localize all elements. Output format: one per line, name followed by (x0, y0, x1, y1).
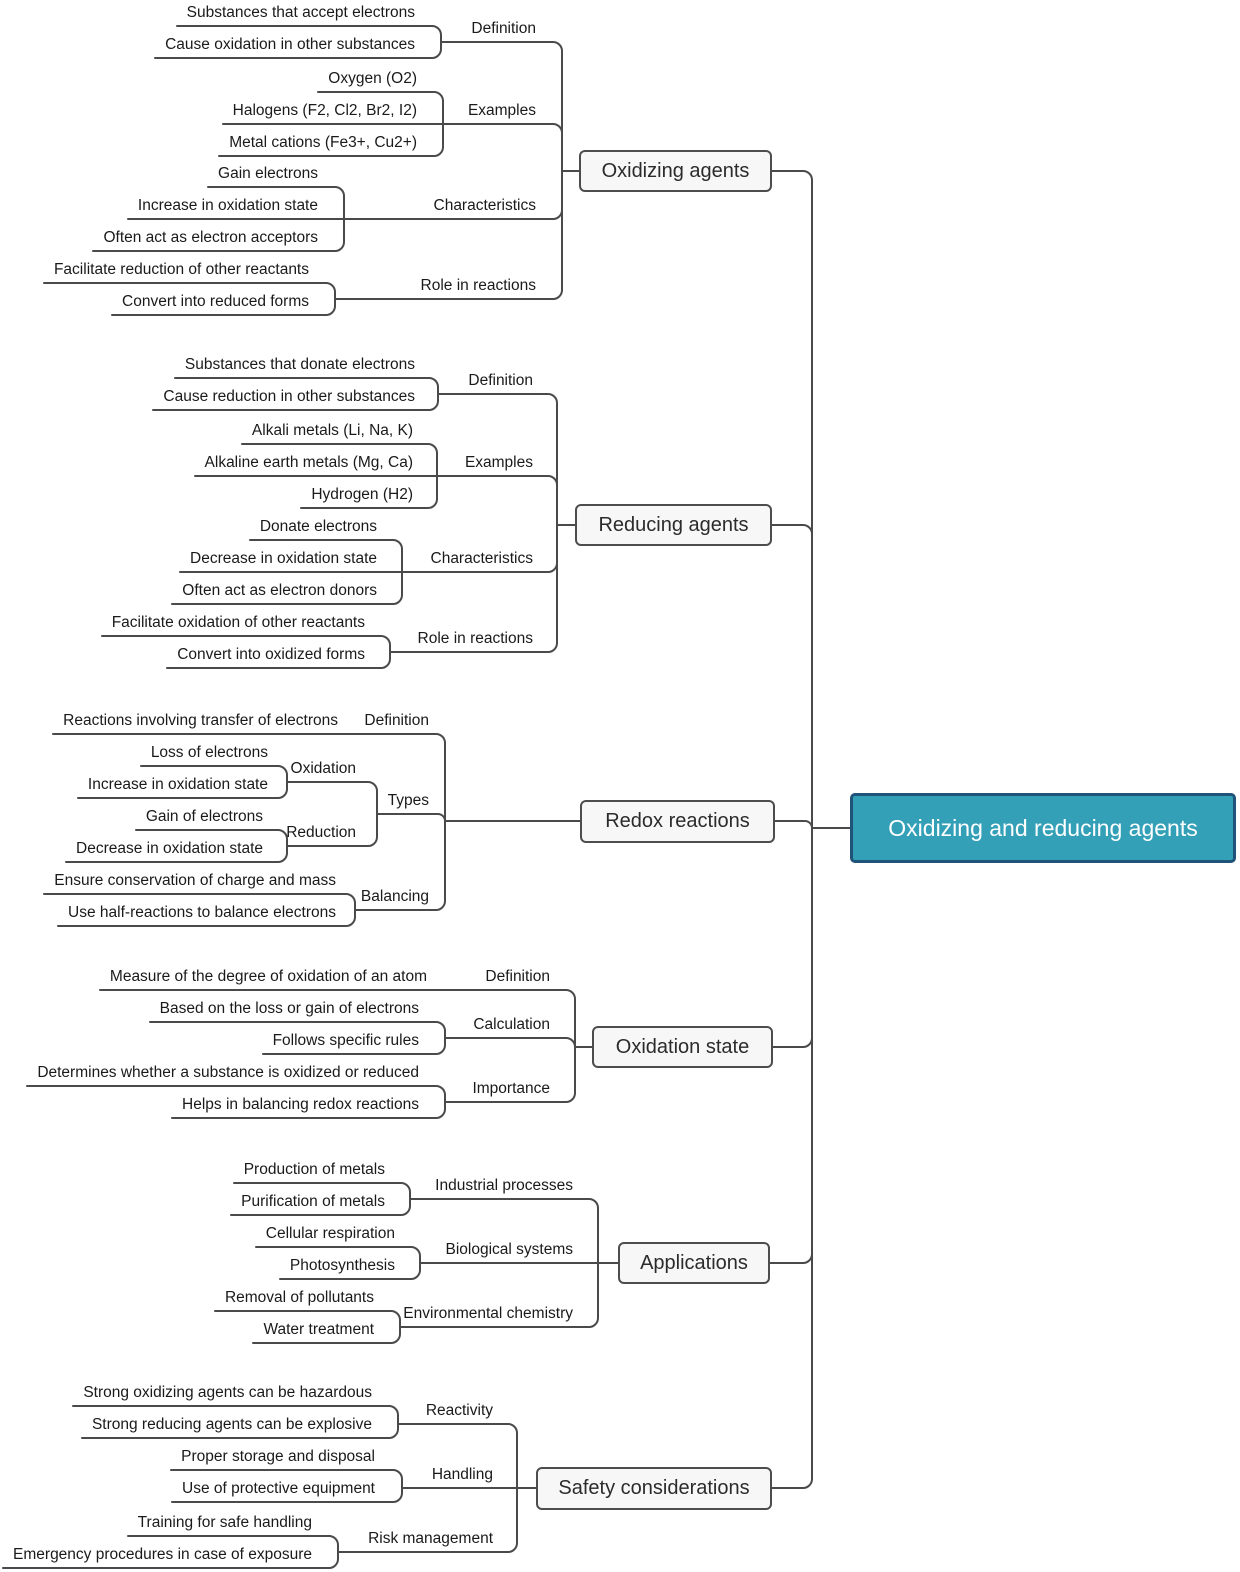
leaf-node: Often act as electron donors (182, 582, 377, 599)
leaf-node: Reactions involving transfer of electrons (63, 712, 338, 729)
leaf-node: Decrease in oxidation state (190, 550, 377, 567)
leaf-node: Ensure conservation of charge and mass (54, 872, 336, 889)
branch-node-redox-reactions[interactable] (580, 800, 775, 843)
group-label: Examples (467, 102, 536, 119)
group-label: Definition (485, 968, 550, 985)
leaf-node: Alkaline earth metals (Mg, Ca) (204, 454, 413, 471)
branch-node-oxidation-state[interactable] (592, 1026, 773, 1068)
leaf-node: Based on the loss or gain of electrons (159, 1000, 419, 1017)
leaf-node: Increase in oxidation state (137, 197, 318, 214)
leaf-node: Strong oxidizing agents can be hazardous (83, 1384, 372, 1401)
leaf-node: Removal of pollutants (224, 1289, 374, 1306)
branch-label: Safety considerations (558, 1477, 750, 1499)
group-label: Reactivity (425, 1402, 493, 1419)
leaf-node: Cause oxidation in other substances (165, 36, 415, 53)
leaf-node: Cause reduction in other substances (163, 388, 415, 405)
branch-label: Oxidizing agents (601, 159, 750, 182)
group-label: Definition (471, 20, 536, 37)
root-node[interactable] (850, 793, 1236, 863)
leaf-node: Convert into oxidized forms (177, 646, 365, 663)
leaf-node: Halogens (F2, Cl2, Br2, I2) (232, 102, 417, 119)
subgroup-label: Oxidation (290, 760, 356, 777)
leaf-node: Proper storage and disposal (181, 1448, 375, 1465)
group-label: Importance (472, 1080, 550, 1097)
leaf-node: Use half-reactions to balance electrons (68, 904, 336, 921)
leaf-node: Oxygen (O2) (328, 70, 417, 87)
group-label: Environmental chemistry (403, 1305, 573, 1322)
leaf-node: Determines whether a substance is oxidized or reduced (37, 1064, 419, 1081)
leaf-node: Training for safe handling (137, 1514, 312, 1531)
leaf-node: Metal cations (Fe3+, Cu2+) (229, 134, 417, 151)
branch-label: Reducing agents (598, 513, 749, 536)
leaf-node: Follows specific rules (272, 1032, 419, 1049)
subgroup-label: Reduction (286, 824, 356, 841)
leaf-node: Helps in balancing redox reactions (182, 1096, 419, 1113)
group-label: Types (387, 792, 429, 809)
leaf-node: Water treatment (263, 1321, 374, 1338)
leaf-node: Gain electrons (218, 165, 318, 182)
leaf-node: Facilitate reduction of other reactants (53, 261, 309, 278)
group-label: Role in reactions (417, 630, 533, 647)
group-label: Characteristics (433, 197, 536, 214)
group-label: Characteristics (430, 550, 533, 567)
leaf-node: Increase in oxidation state (87, 776, 268, 793)
group-label: Calculation (473, 1016, 550, 1033)
branch-node-safety-considerations[interactable] (536, 1467, 772, 1510)
leaf-node: Purification of metals (241, 1193, 385, 1210)
leaf-node: Facilitate oxidation of other reactants (111, 614, 365, 631)
group-label: Role in reactions (420, 277, 536, 294)
leaf-node: Use of protective equipment (182, 1480, 375, 1497)
branch-label: Oxidation state (615, 1035, 750, 1058)
leaf-node: Strong reducing agents can be explosive (91, 1416, 372, 1433)
group-label: Examples (464, 454, 533, 471)
leaf-node: Decrease in oxidation state (76, 840, 263, 857)
root-label: Oxidizing and reducing agents (888, 814, 1198, 841)
leaf-node: Hydrogen (H2) (311, 486, 413, 503)
group-label: Definition (364, 712, 429, 729)
group-label: Definition (468, 372, 533, 389)
branch-node-applications[interactable] (618, 1242, 770, 1284)
leaf-node: Donate electrons (259, 518, 377, 535)
leaf-node: Loss of electrons (150, 744, 268, 761)
leaf-node: Emergency procedures in case of exposure (13, 1546, 312, 1563)
branch-node-oxidizing-agents[interactable] (579, 150, 772, 192)
branch-label: Applications (640, 1251, 748, 1274)
leaf-node: Convert into reduced forms (122, 293, 309, 310)
group-label: Industrial processes (435, 1177, 573, 1194)
leaf-node: Production of metals (243, 1161, 385, 1178)
group-label: Biological systems (445, 1241, 573, 1258)
leaf-node: Alkali metals (Li, Na, K) (251, 422, 413, 439)
leaf-node: Often act as electron acceptors (103, 229, 318, 246)
group-label: Balancing (360, 888, 429, 905)
group-label: Handling (431, 1466, 493, 1483)
leaf-node: Substances that accept electrons (186, 4, 415, 21)
leaf-node: Measure of the degree of oxidation of an atom (109, 968, 427, 985)
leaf-node: Gain of electrons (145, 808, 263, 825)
group-label: Risk management (368, 1530, 493, 1547)
leaf-node: Substances that donate electrons (184, 356, 415, 373)
branch-node-reducing-agents[interactable] (575, 504, 772, 546)
leaf-node: Photosynthesis (289, 1257, 395, 1274)
leaf-node: Cellular respiration (265, 1225, 395, 1242)
branch-label: Redox reactions (605, 810, 750, 832)
